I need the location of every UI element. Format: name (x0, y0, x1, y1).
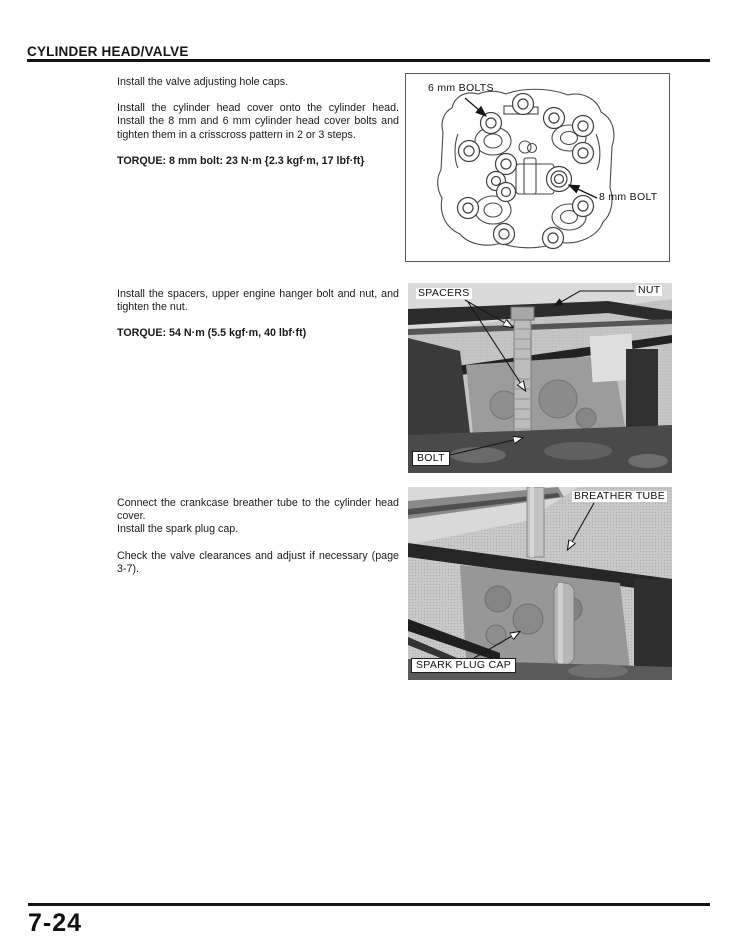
label-spacers: SPACERS (418, 287, 470, 299)
label-nut: NUT (638, 284, 661, 296)
footer-rule (28, 903, 710, 906)
label-breather-tube: BREATHER TUBE (574, 490, 666, 502)
paragraph-valve-clearance: Check the valve clearances and adjust if necessary (page 3-7). (117, 549, 399, 575)
figure-head-cover-diagram (405, 73, 670, 262)
section-head-cover-install (117, 76, 399, 181)
label-8mm-bolt: 8 mm BOLT (599, 191, 658, 203)
section-hanger-install (117, 288, 399, 354)
header-rule (27, 59, 710, 62)
label-bolt: BOLT (412, 451, 450, 466)
footer-page-number: 7-24 (28, 909, 83, 937)
label-spark-plug-cap: SPARK PLUG CAP (411, 658, 516, 673)
head-cover-drawing (406, 74, 669, 261)
figure-breather-photo (408, 487, 672, 680)
hanger-photo-art (408, 283, 672, 473)
section-breather-install (117, 497, 399, 576)
paragraph-valve-caps: Install the valve adjusting hole caps. (117, 76, 289, 88)
paragraph-spacers: Install the spacers, upper engine hanger bolt and nut, and tighten the nut. (117, 288, 399, 314)
torque-spec-cover-bolt: TORQUE: 8 mm bolt: 23 N·m {2.3 kgf·m, 17 lbf·ft} (117, 154, 365, 167)
paragraph-spark-plug-cap: Install the spark plug cap. (117, 523, 239, 536)
page-title: CYLINDER HEAD/VALVE (27, 44, 189, 59)
label-6mm-bolts: 6 mm BOLTS (428, 82, 494, 94)
paragraph-breather-tube: Connect the crankcase breather tube to the cylinder head cover. (117, 497, 399, 523)
paragraph-cover-bolts: Install the cylinder head cover onto the cylinder head. Install the 8 mm and 6 mm cylinder head cover bolts and tighten them in a crisscross pattern in 2 or 3 steps. (117, 102, 399, 141)
torque-spec-hanger-nut: TORQUE: 54 N·m (5.5 kgf·m, 40 lbf·ft) (117, 327, 307, 340)
breather-photo-art (408, 487, 672, 680)
figure-hanger-photo (408, 283, 672, 473)
